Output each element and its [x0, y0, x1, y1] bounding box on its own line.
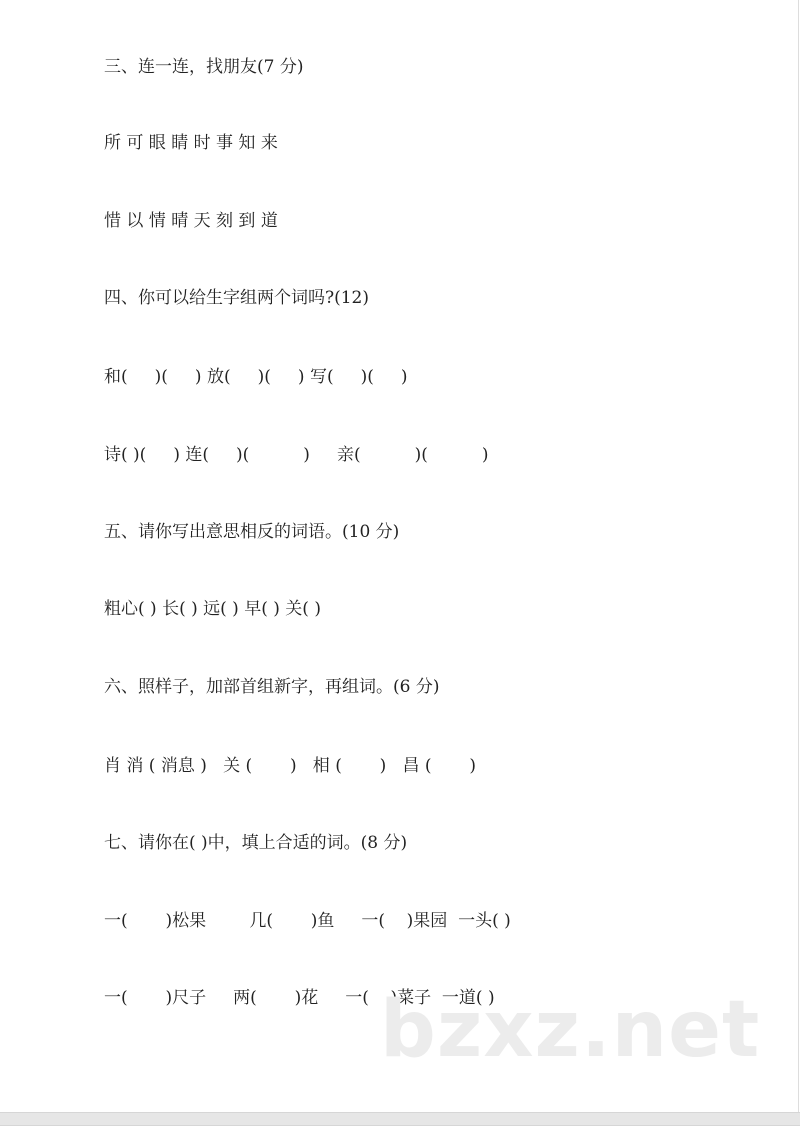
section-4-heading: 四、你可以给生字组两个词吗?(12)	[104, 288, 370, 308]
exercise-row: 诗( )( ) 连( )( ) 亲( )( )	[104, 445, 489, 465]
exercise-row: 肖 消 ( 消息 ) 关 ( ) 相 ( ) 昌 ( )	[104, 756, 476, 776]
word-row: 惜 以 情 晴 天 刻 到 道	[104, 211, 278, 231]
exercise-row: 一( )尺子 两( )花 一( )菜子 一道( )	[104, 988, 495, 1008]
section-3-heading: 三、连一连，找朋友(7 分)	[104, 57, 304, 77]
section-5-heading: 五、请你写出意思相反的词语。(10 分)	[104, 522, 400, 542]
section-6-heading: 六、照样子，加部首组新字，再组词。(6 分)	[104, 677, 440, 697]
exercise-row: 一( )松果 几( )鱼 一( )果园 一头( )	[104, 911, 511, 931]
word-row: 所 可 眼 睛 时 事 知 来	[104, 133, 278, 153]
page-separator	[0, 1112, 800, 1126]
exercise-row: 和( )( ) 放( )( ) 写( )( )	[104, 367, 408, 387]
watermark: bzxz.net	[380, 985, 761, 1075]
exercise-row: 粗心( ) 长( ) 远( ) 早( ) 关( )	[104, 599, 321, 619]
section-7-heading: 七、请你在( )中，填上合适的词。(8 分)	[104, 833, 408, 853]
